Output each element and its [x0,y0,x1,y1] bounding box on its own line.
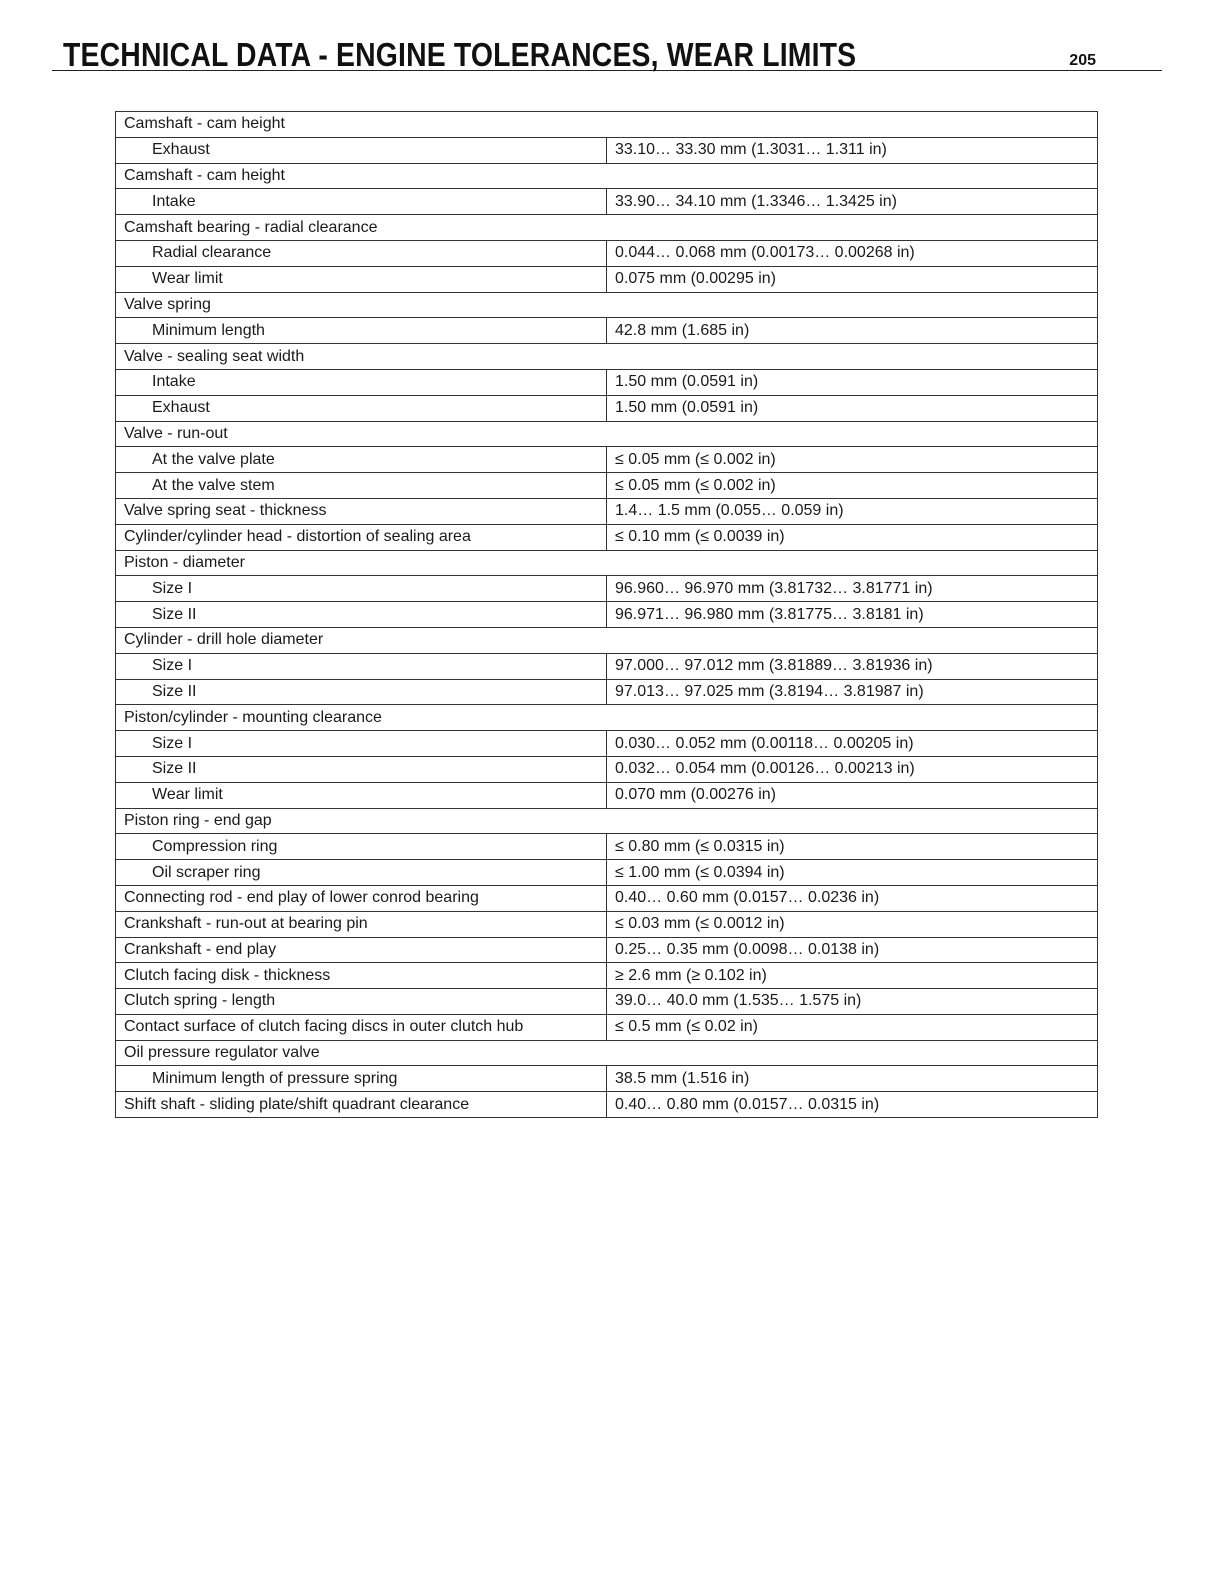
table-row [116,679,1098,705]
parameter-value: 0.044… 0.068 mm (0.00173… 0.00268 in) [607,240,1098,266]
section-label: Valve spring [116,292,1098,318]
parameter-value: 0.075 mm (0.00295 in) [607,266,1098,292]
parameter-value: 38.5 mm (1.516 in) [607,1066,1098,1092]
section-row [116,550,1098,576]
parameter-label: Shift shaft - sliding plate/shift quadrant clearance [116,1092,607,1118]
section-row [116,292,1098,318]
parameter-label: Size I [116,653,607,679]
parameter-label: Clutch facing disk - thickness [116,963,607,989]
parameter-value: 33.90… 34.10 mm (1.3346… 1.3425 in) [607,189,1098,215]
section-row [116,705,1098,731]
section-label: Oil pressure regulator valve [116,1040,1098,1066]
table-row [116,756,1098,782]
parameter-label: At the valve stem [116,473,607,499]
section-label: Camshaft - cam height [116,163,1098,189]
table-row [116,834,1098,860]
parameter-value: ≤ 0.80 mm (≤ 0.0315 in) [607,834,1098,860]
table-row [116,782,1098,808]
parameter-label: Crankshaft - end play [116,937,607,963]
section-label: Piston ring - end gap [116,808,1098,834]
section-label: Piston - diameter [116,550,1098,576]
parameter-label: Clutch spring - length [116,989,607,1015]
table-row [116,989,1098,1015]
section-row [116,421,1098,447]
section-label: Valve - sealing seat width [116,344,1098,370]
parameter-label: Size I [116,731,607,757]
section-label: Piston/cylinder - mounting clearance [116,705,1098,731]
table-row [116,963,1098,989]
section-row [116,215,1098,241]
parameter-label: Minimum length of pressure spring [116,1066,607,1092]
parameter-label: Cylinder/cylinder head - distortion of sealing area [116,524,607,550]
parameter-label: Wear limit [116,266,607,292]
section-row [116,163,1098,189]
parameter-label: Connecting rod - end play of lower conrod bearing [116,885,607,911]
parameter-label: Size II [116,679,607,705]
table-row [116,318,1098,344]
parameter-label: Exhaust [116,137,607,163]
table-row [116,473,1098,499]
parameter-value: ≤ 0.5 mm (≤ 0.02 in) [607,1014,1098,1040]
section-row [116,808,1098,834]
parameter-value: ≤ 0.05 mm (≤ 0.002 in) [607,473,1098,499]
table-row [116,602,1098,628]
page-title: TECHNICAL DATA - ENGINE TOLERANCES, WEAR LIMITS [63,36,857,73]
parameter-label: Size II [116,602,607,628]
parameter-value: 0.070 mm (0.00276 in) [607,782,1098,808]
table-row [116,498,1098,524]
section-row [116,1040,1098,1066]
parameter-value: 0.40… 0.60 mm (0.0157… 0.0236 in) [607,885,1098,911]
parameter-value: ≤ 1.00 mm (≤ 0.0394 in) [607,860,1098,886]
parameter-value: 96.971… 96.980 mm (3.81775… 3.8181 in) [607,602,1098,628]
parameter-label: Crankshaft - run-out at bearing pin [116,911,607,937]
section-row [116,627,1098,653]
parameter-label: At the valve plate [116,447,607,473]
table-row [116,937,1098,963]
table-row [116,576,1098,602]
parameter-value: 96.960… 96.970 mm (3.81732… 3.81771 in) [607,576,1098,602]
table-row [116,911,1098,937]
parameter-label: Oil scraper ring [116,860,607,886]
parameter-label: Exhaust [116,395,607,421]
parameter-value: ≥ 2.6 mm (≥ 0.102 in) [607,963,1098,989]
section-label: Camshaft bearing - radial clearance [116,215,1098,241]
table-row [116,137,1098,163]
parameter-value: 97.000… 97.012 mm (3.81889… 3.81936 in) [607,653,1098,679]
parameter-value: 0.032… 0.054 mm (0.00126… 0.00213 in) [607,756,1098,782]
table-row [116,1014,1098,1040]
table-row [116,240,1098,266]
parameter-value: 0.25… 0.35 mm (0.0098… 0.0138 in) [607,937,1098,963]
parameter-value: 0.030… 0.052 mm (0.00118… 0.00205 in) [607,731,1098,757]
parameter-label: Compression ring [116,834,607,860]
table-row [116,1066,1098,1092]
parameter-value: 1.4… 1.5 mm (0.055… 0.059 in) [607,498,1098,524]
parameter-value: 42.8 mm (1.685 in) [607,318,1098,344]
tolerance-table-body [116,112,1098,1118]
table-row [116,885,1098,911]
table-row [116,395,1098,421]
parameter-value: 1.50 mm (0.0591 in) [607,395,1098,421]
table-row [116,731,1098,757]
section-label: Valve - run-out [116,421,1098,447]
parameter-value: 0.40… 0.80 mm (0.0157… 0.0315 in) [607,1092,1098,1118]
table-row [116,447,1098,473]
table-row [116,860,1098,886]
parameter-value: ≤ 0.10 mm (≤ 0.0039 in) [607,524,1098,550]
parameter-value: 39.0… 40.0 mm (1.535… 1.575 in) [607,989,1098,1015]
parameter-value: 97.013… 97.025 mm (3.8194… 3.81987 in) [607,679,1098,705]
section-label: Cylinder - drill hole diameter [116,627,1098,653]
table-row [116,1092,1098,1118]
page-number: 205 [1069,52,1096,69]
parameter-label: Radial clearance [116,240,607,266]
section-label: Camshaft - cam height [116,112,1098,138]
parameter-value: ≤ 0.05 mm (≤ 0.002 in) [607,447,1098,473]
parameter-label: Intake [116,189,607,215]
parameter-label: Valve spring seat - thickness [116,498,607,524]
parameter-label: Minimum length [116,318,607,344]
section-row [116,344,1098,370]
table-row [116,266,1098,292]
parameter-label: Wear limit [116,782,607,808]
tolerance-table [115,111,1098,1118]
parameter-label: Size II [116,756,607,782]
section-row [116,112,1098,138]
table-row [116,189,1098,215]
parameter-label: Size I [116,576,607,602]
parameter-value: 1.50 mm (0.0591 in) [607,369,1098,395]
parameter-label: Contact surface of clutch facing discs in outer clutch hub [116,1014,607,1040]
parameter-value: 33.10… 33.30 mm (1.3031… 1.311 in) [607,137,1098,163]
table-row [116,524,1098,550]
parameter-value: ≤ 0.03 mm (≤ 0.0012 in) [607,911,1098,937]
parameter-label: Intake [116,369,607,395]
table-row [116,369,1098,395]
table-row [116,653,1098,679]
